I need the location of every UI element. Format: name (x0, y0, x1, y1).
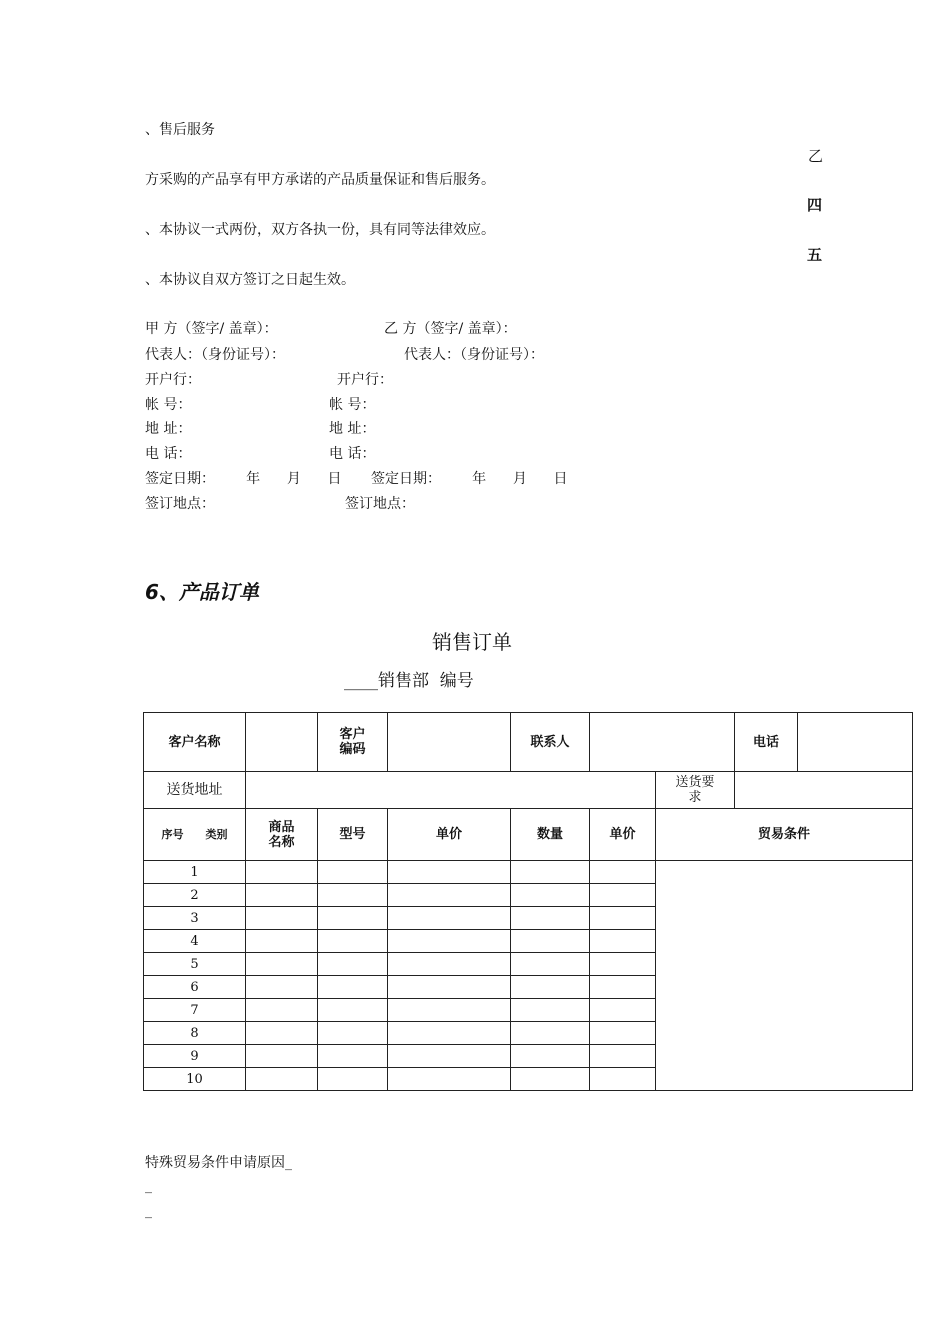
cell[interactable] (318, 884, 388, 907)
sales-order-table (143, 712, 913, 1091)
cell[interactable] (511, 976, 590, 999)
party-a-label: 甲 方（签字/ 盖章）： (145, 321, 278, 337)
unit-price-2-header: 单价 (590, 809, 656, 861)
category-header: 类别 (205, 828, 228, 841)
cell[interactable] (388, 976, 511, 999)
address-b-label: 地 址： (329, 421, 376, 437)
place-a-label: 签订地点： (145, 496, 215, 512)
dept-line: ____销售部 编号 (344, 671, 474, 691)
cell[interactable] (246, 884, 318, 907)
cell[interactable] (590, 999, 656, 1022)
cell[interactable] (318, 1045, 388, 1068)
margin-marker-si: 四 (807, 196, 823, 214)
customer-code-label (318, 713, 388, 772)
reason-line-2: _ (145, 1203, 152, 1219)
row-number: 4 (144, 930, 246, 953)
contact-field[interactable] (590, 713, 735, 772)
contact-label: 联系人 (511, 713, 590, 772)
trade-terms-header: 贸易条件 (656, 809, 913, 861)
cell[interactable] (246, 930, 318, 953)
cell[interactable] (388, 999, 511, 1022)
cell[interactable] (246, 976, 318, 999)
cell[interactable] (388, 953, 511, 976)
seq-header: 序号 (161, 828, 184, 841)
delivery-address-field[interactable] (246, 772, 656, 809)
row-number: 7 (144, 999, 246, 1022)
phone-label: 电话 (735, 713, 798, 772)
cell[interactable] (318, 930, 388, 953)
cell[interactable] (318, 907, 388, 930)
row-number: 2 (144, 884, 246, 907)
cell[interactable] (246, 1022, 318, 1045)
customer-name-label: 客户名称 (144, 713, 246, 772)
place-b-label: 签订地点： (345, 496, 415, 512)
model-header: 型号 (318, 809, 388, 861)
cell[interactable] (590, 1068, 656, 1091)
cell[interactable] (246, 953, 318, 976)
cell[interactable] (388, 884, 511, 907)
cell[interactable] (511, 953, 590, 976)
cell[interactable] (318, 953, 388, 976)
row-number: 5 (144, 953, 246, 976)
cell[interactable] (590, 1045, 656, 1068)
delivery-req-label (656, 772, 735, 809)
product-name-line1: 商品 (268, 819, 295, 835)
bank-b-label: 开户行： (337, 372, 393, 388)
delivery-req-line1: 送货要 (675, 775, 715, 790)
bank-a-label: 开户行： (145, 372, 201, 388)
date-a-label: 签定日期： 年 月 日 (145, 471, 342, 487)
account-b-label: 帐 号： (329, 397, 376, 413)
delivery-req-line2: 求 (688, 790, 702, 805)
phone-b-label: 电 话： (329, 446, 376, 462)
cell[interactable] (590, 930, 656, 953)
cell[interactable] (388, 861, 511, 884)
cell[interactable] (511, 999, 590, 1022)
phone-field[interactable] (798, 713, 913, 772)
product-name-line2: 名称 (268, 834, 295, 850)
seq-category-header (144, 809, 246, 861)
section-heading: 6、产品订单 (145, 580, 259, 604)
cell[interactable] (590, 976, 656, 999)
cell[interactable] (511, 1022, 590, 1045)
clause-effective: 、本协议自双方签订之日起生效。 (145, 272, 355, 288)
cell[interactable] (590, 1022, 656, 1045)
cell[interactable] (246, 999, 318, 1022)
date-b-label: 签定日期： 年 月 日 (371, 471, 568, 487)
row-number: 10 (144, 1068, 246, 1091)
cell[interactable] (246, 861, 318, 884)
cell[interactable] (511, 1045, 590, 1068)
cell[interactable] (511, 930, 590, 953)
cell[interactable] (511, 884, 590, 907)
customer-code-field[interactable] (388, 713, 511, 772)
quantity-header: 数量 (511, 809, 590, 861)
customer-code-line1: 客户 (339, 727, 366, 742)
cell[interactable] (388, 1045, 511, 1068)
party-b-label: 乙 方（签字/ 盖章）： (384, 321, 517, 337)
clause-copies: 、本协议一式两份，双方各执一份，具有同等法律效应。 (145, 222, 495, 238)
cell[interactable] (246, 907, 318, 930)
row-number: 1 (144, 861, 246, 884)
margin-marker-yi: 乙 (808, 147, 824, 165)
cell[interactable] (246, 1068, 318, 1091)
customer-code-line2: 编码 (339, 742, 366, 757)
cell[interactable] (388, 1068, 511, 1091)
cell[interactable] (318, 1068, 388, 1091)
row-number: 3 (144, 907, 246, 930)
cell[interactable] (318, 1022, 388, 1045)
row-number: 9 (144, 1045, 246, 1068)
form-title: 销售订单 (432, 630, 512, 654)
delivery-req-field[interactable] (735, 772, 913, 809)
cell[interactable] (511, 1068, 590, 1091)
table-row (144, 861, 913, 884)
cell[interactable] (590, 953, 656, 976)
item-header-row (144, 809, 913, 861)
delivery-row (144, 772, 913, 809)
cell[interactable] (590, 861, 656, 884)
cell[interactable] (388, 930, 511, 953)
cell[interactable] (388, 907, 511, 930)
unit-price-header: 单价 (388, 809, 511, 861)
special-reason-label: 特殊贸易条件申请原因_ (145, 1155, 292, 1171)
customer-row (144, 713, 913, 772)
cell[interactable] (318, 861, 388, 884)
cell[interactable] (318, 999, 388, 1022)
cell[interactable] (590, 884, 656, 907)
reason-line-1: _ (145, 1178, 152, 1194)
cell[interactable] (590, 907, 656, 930)
account-a-label: 帐 号： (145, 397, 192, 413)
cell[interactable] (511, 907, 590, 930)
address-a-label: 地 址： (145, 421, 192, 437)
trade-terms-field[interactable] (656, 861, 913, 1091)
row-number: 8 (144, 1022, 246, 1045)
phone-a-label: 电 话： (145, 446, 192, 462)
rep-a-label: 代表人：（身份证号）： (145, 347, 285, 363)
product-name-header (246, 809, 318, 861)
customer-name-field[interactable] (246, 713, 318, 772)
cell[interactable] (388, 1022, 511, 1045)
cell[interactable] (511, 861, 590, 884)
cell[interactable] (318, 976, 388, 999)
row-number: 6 (144, 976, 246, 999)
cell[interactable] (246, 1045, 318, 1068)
rep-b-label: 代表人：（身份证号）： (404, 347, 544, 363)
clause-after-sales-title: 、售后服务 (145, 122, 215, 138)
delivery-address-label: 送货地址 (144, 772, 246, 809)
margin-marker-wu: 五 (807, 246, 823, 264)
clause-after-sales-text: 方采购的产品享有甲方承诺的产品质量保证和售后服务。 (145, 172, 495, 188)
